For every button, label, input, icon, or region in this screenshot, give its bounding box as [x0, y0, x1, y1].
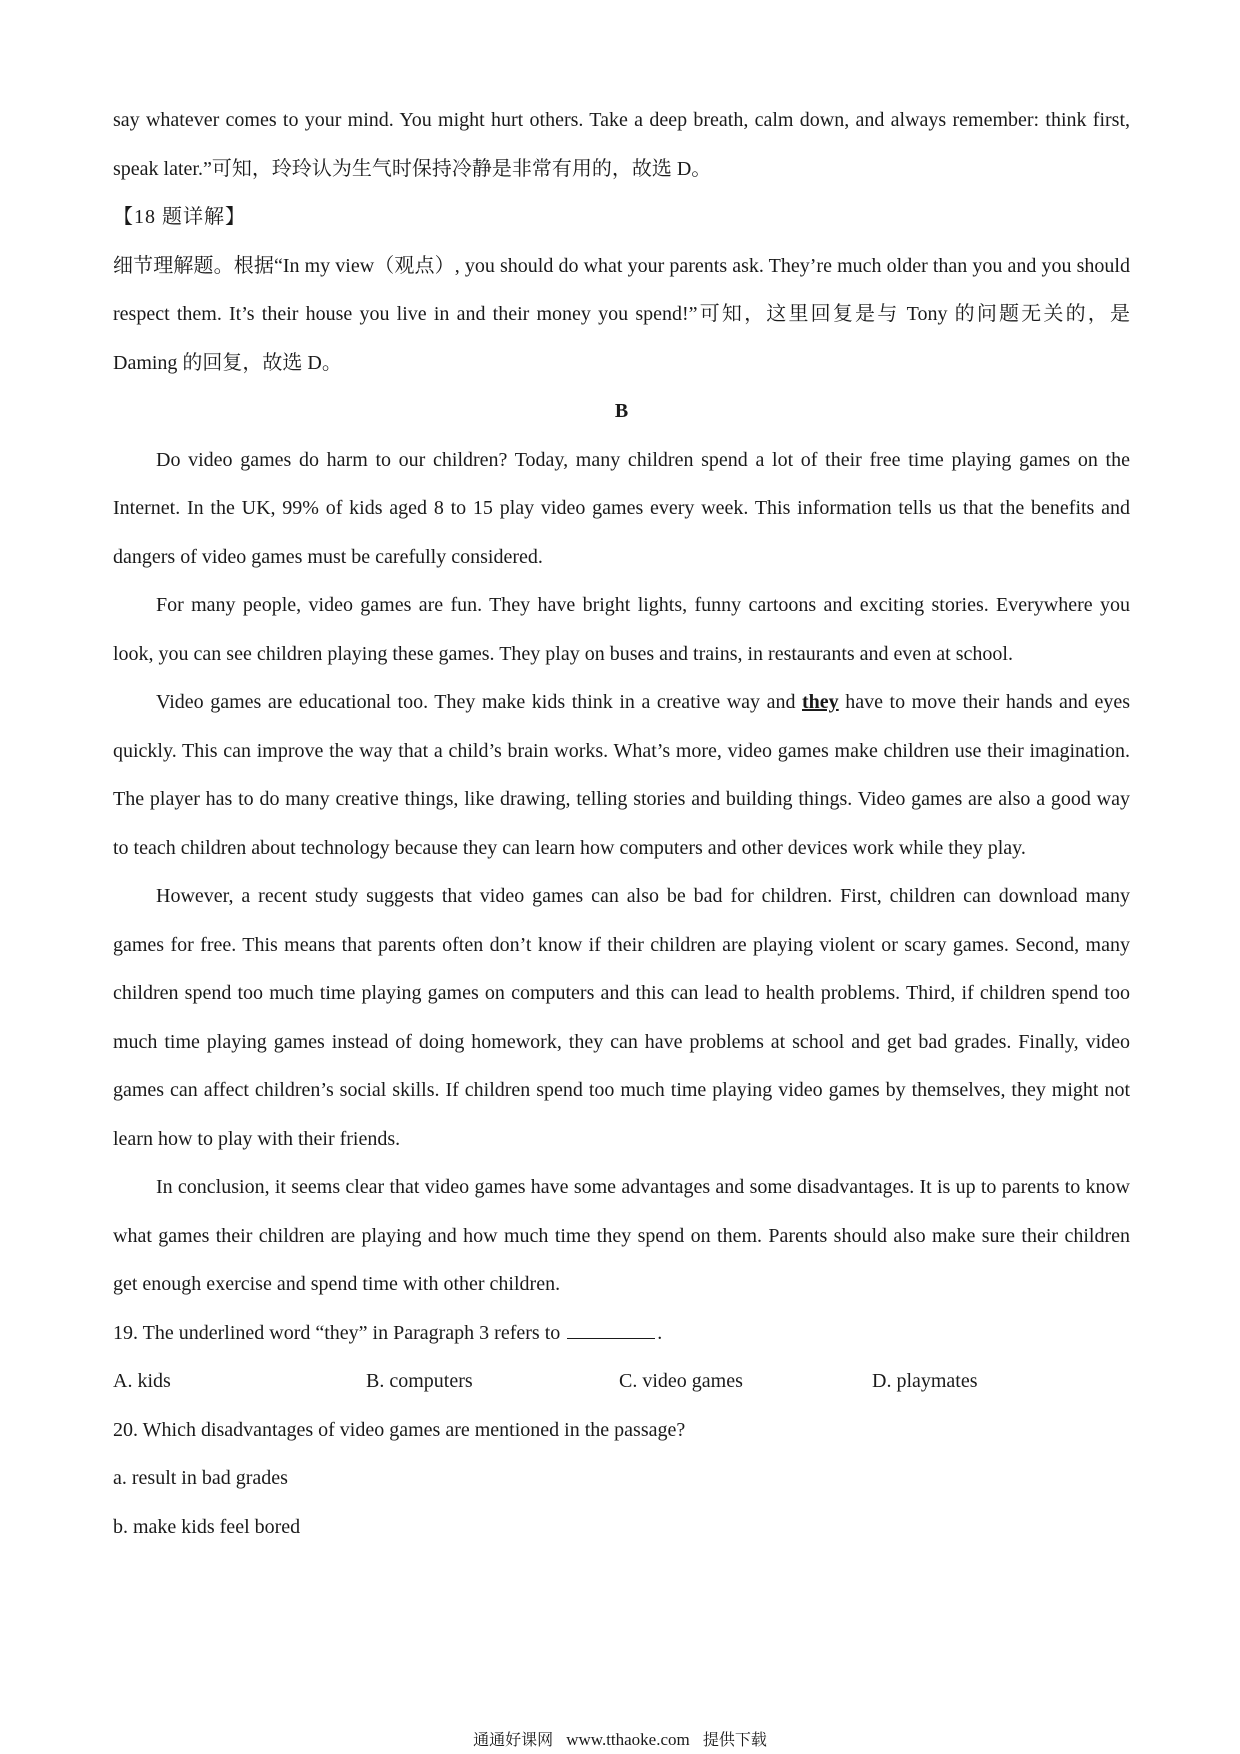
explanation-18-text: 细节理解题。根据“In my view（观点）, you should do what your parents ask. They’re much older than you and you should respect them. It’s their house you live in and their money you spend!”可知，这里回复是与 Tony 的问题无关的，是 Daming 的回复，故选 D。 — [113, 254, 1130, 374]
page-footer — [0, 1727, 1240, 1750]
question-20: 20. Which disadvantages of video games are mentioned in the passage? — [113, 1418, 686, 1441]
question-19-stem: 19. The underlined word “they” in Paragraph 3 refers to — [113, 1321, 561, 1344]
footer-site-name: 通通好课网 — [473, 1730, 554, 1749]
paragraph-3-start: Video games are educational too. They make kids think in a creative way and — [156, 691, 803, 713]
footer-suffix: 提供下载 — [702, 1730, 767, 1749]
passage-paragraph-1: Do video games do harm to our children? Today, many children spend a lot of their free time playing games on the Internet. In the UK, 99% of kids aged 8 to 15 play video games every week. This information tells us that the benefits and dangers of video games must be carefully considered. — [113, 448, 1130, 568]
page-content — [113, 96, 1130, 1551]
passage-paragraph-4: However, a recent study suggests that video games can also be bad for children. First, children can download many games for free. This means that parents often don’t know if their children are playing violent or scary games. Second, many children spend too much time playing games on computers and this can lead to health problems. Third, if children spend too much time playing games instead of doing homework, they can have problems at school and get bad grades. Finally, video games can affect children’s social skills. If children spend too much time playing video games by themselves, they might not learn how to play with their friends. — [113, 885, 1130, 1150]
passage-paragraph-5: In conclusion, it seems clear that video games have some advantages and some disadvantages. It is up to parents to know what games their children are playing and how much time they spend on them. Parents should also make sure their children get enough exercise and spend time with other children. — [113, 1176, 1130, 1295]
passage-heading: B — [614, 400, 629, 422]
section-label-18: 【18 题详解】 — [113, 206, 246, 228]
passage-paragraph-2: For many people, video games are fun. They have bright lights, funny cartoons and exciting stories. Everywhere you look, you can see children playing these games. They play on buses and trains, in restaurants and even at school. — [113, 594, 1130, 665]
question-20-item-a: a. result in bad grades — [113, 1467, 288, 1489]
question-19-options — [113, 1357, 1130, 1406]
option-d: D. playmates — [872, 1370, 978, 1392]
paragraph-3-end: have to move their hands and eyes quickly. This can improve the way that a child’s brain works. What’s more, video games make children use their imagination. The player has to do many creative things, like drawing, telling stories and building things. Video games are also a good way to teach children about technology because they can learn how computers and other devices work while they play. — [113, 691, 1131, 859]
option-a: A. kids — [113, 1370, 171, 1392]
option-c: C. video games — [619, 1370, 743, 1392]
passage-paragraph-3 — [113, 678, 1130, 872]
question-19-period: . — [657, 1321, 663, 1344]
answer-blank — [567, 1322, 655, 1339]
prev-explanation-text: say whatever comes to your mind. You might hurt others. Take a deep breath, calm down, and always remember: think first, speak later.”可知，玲玲认为生气时保持冷静是非常有用的，故选 D。 — [113, 109, 1130, 180]
question-20-item-b: b. make kids feel bored — [113, 1515, 301, 1538]
underlined-word-they: they — [802, 691, 839, 713]
footer-url: www.tthaoke.com — [566, 1730, 690, 1749]
option-b: B. computers — [366, 1370, 473, 1392]
question-19 — [113, 1309, 1130, 1358]
